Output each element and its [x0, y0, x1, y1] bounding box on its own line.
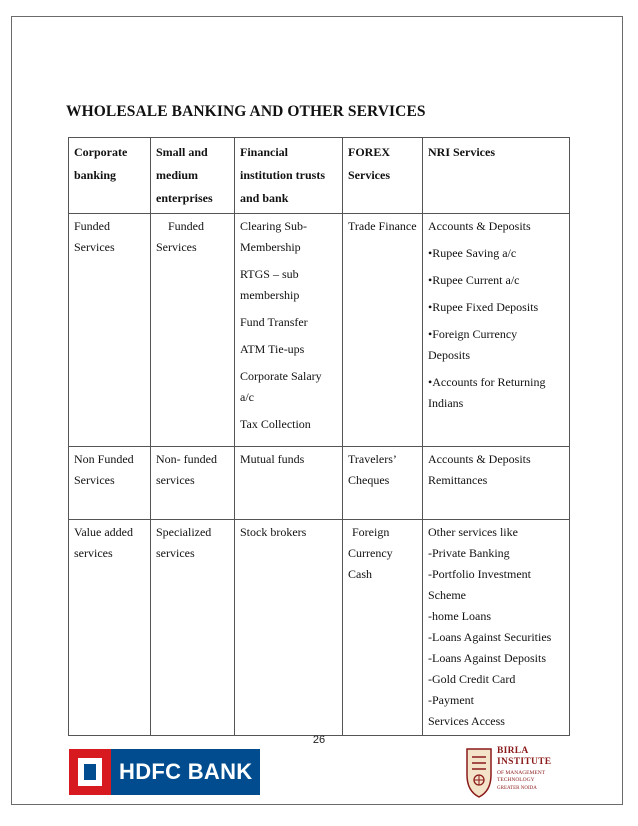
table-row	[69, 520, 570, 736]
hdfc-logo-text: HDFC BANK	[111, 749, 260, 795]
cell-financial: Clearing Sub- Membership RTGS – sub membership Fund Transfer ATM Tie-ups Corporate Salary a/c Tax Collection	[235, 214, 343, 447]
cell-forex: Foreign Currency Cash	[343, 520, 423, 736]
birla-logo-location: GREATER NOIDA	[497, 786, 537, 791]
header-forex: FOREX Services	[343, 138, 423, 214]
birla-logo-name: BIRLA INSTITUTE	[497, 746, 552, 767]
hdfc-mark-icon	[69, 749, 111, 795]
cell-sme: Non- funded services	[151, 447, 235, 520]
cell-nri: Other services like -Private Banking -Portfolio Investment Scheme -home Loans -Loans Against Securities -Loans Against Deposits -Gold Credit Card -Payment Services Access	[423, 520, 570, 736]
cell-corporate: Value added services	[69, 520, 151, 736]
hdfc-bank-logo	[69, 749, 260, 795]
table-row	[69, 447, 570, 520]
birla-institute-logo	[463, 744, 573, 800]
birla-logo-subtitle: OF MANAGEMENT TECHNOLOGY	[497, 770, 546, 783]
cell-corporate: Funded Services	[69, 214, 151, 447]
services-table	[68, 137, 570, 736]
cell-sme: Specialized services	[151, 520, 235, 736]
header-sme: Small and medium enterprises	[151, 138, 235, 214]
page-number: 26	[312, 734, 326, 746]
cell-corporate: Non Funded Services	[69, 447, 151, 520]
cell-forex: Travelers’ Cheques	[343, 447, 423, 520]
header-nri: NRI Services	[423, 138, 570, 214]
cell-nri: Accounts & Deposits Remittances	[423, 447, 570, 520]
cell-forex: Trade Finance	[343, 214, 423, 447]
cell-nri: Accounts & Deposits •Rupee Saving a/c •Rupee Current a/c •Rupee Fixed Deposits •Foreign Currency Deposits •Accounts for Returning Indians	[423, 214, 570, 447]
header-corporate-banking: Corporate banking	[69, 138, 151, 214]
table-row	[69, 214, 570, 447]
cell-financial: Mutual funds	[235, 447, 343, 520]
cell-financial: Stock brokers	[235, 520, 343, 736]
page-title: WHOLESALE BANKING AND OTHER SERVICES	[66, 103, 426, 120]
header-financial-institutions: Financial institution trusts and bank	[235, 138, 343, 214]
cell-sme: Funded Services	[151, 214, 235, 447]
birla-crest-icon	[463, 745, 495, 799]
table-header-row	[69, 138, 570, 214]
